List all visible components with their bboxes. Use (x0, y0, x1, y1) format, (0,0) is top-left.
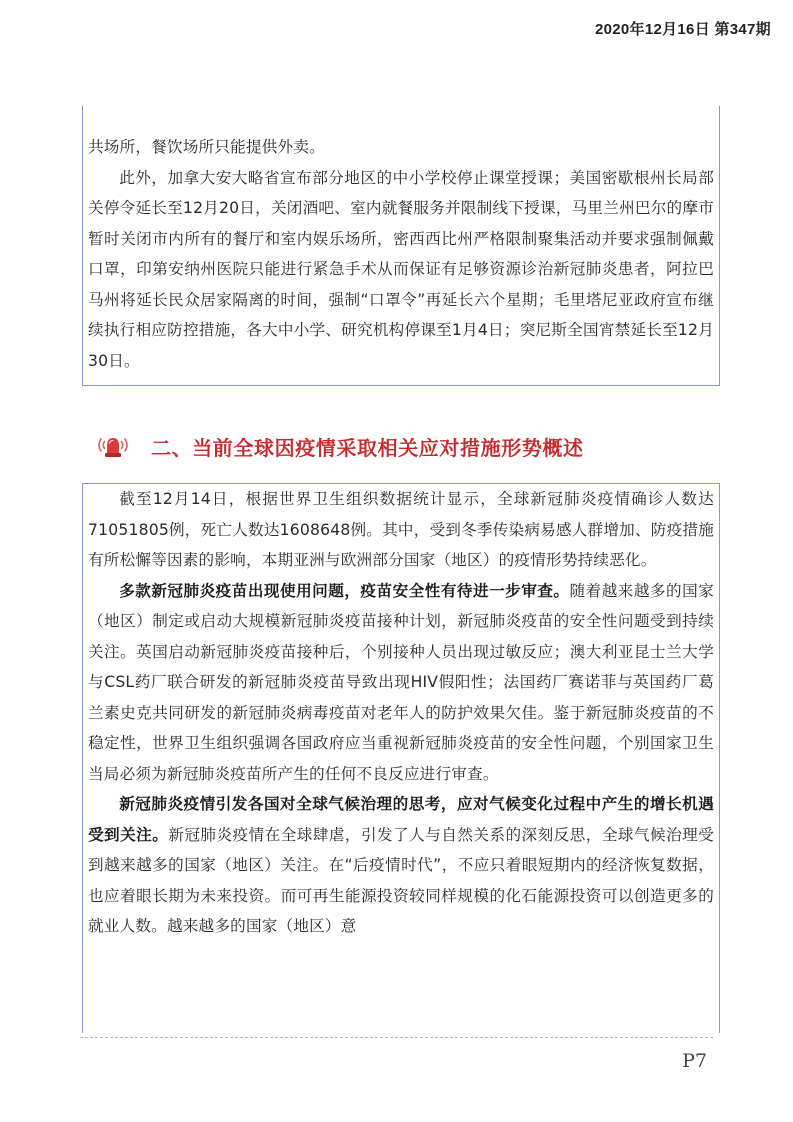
text-box-top (82, 106, 720, 386)
paragraph-body: 新冠肺炎疫情在全球肆虐，引发了人与自然关系的深刻反思，全球气候治理受到越来越多的国家（地区）关注。在“后疫情时代”，不应只着眼短期内的经济恢复数据，也应着眼长期为未来投资。而可再生能源投资较同样规模的化石能源投资可以创造更多的就业人数。越来越多的国家（地区）意 (88, 825, 714, 935)
text-box-top-content (88, 132, 714, 376)
text-box-bottom (82, 483, 720, 1033)
paragraph-lead: 新冠肺炎疫情引发各国对全球气候治理的思考，应对气候变化过程中产生的增长机遇受到关注。 (88, 795, 714, 844)
page-number: P7 (682, 1050, 707, 1072)
paragraph: 共场所，餐饮场所只能提供外卖。 (88, 138, 325, 156)
issue-date-header: 2020年12月16日 第347期 (594, 21, 771, 38)
alarm-bell-icon (95, 431, 131, 461)
footer-divider (80, 1037, 713, 1038)
paragraph-body: 随着越来越多的国家（地区）制定或启动大规模新冠肺炎疫苗接种计划，新冠肺炎疫苗的安全性问题受到持续关注。英国启动新冠肺炎疫苗接种后，个别接种人员出现过敏反应；澳大利亚昆士兰大学与CSL药厂联合研发的新冠肺炎疫苗导致出现HIV假阳性；法国药厂赛诺菲与英国药厂葛兰素史克共同研发的新冠肺炎病毒疫苗对老年人的防护效果欠佳。鉴于新冠肺炎疫苗的不稳定性，世界卫生组织强调各国政府应当重视新冠肺炎疫苗的安全性问题，个别国家卫生当局必须为新冠肺炎疫苗所产生的任何不良反应进行审查。 (88, 581, 714, 783)
paragraph-lead: 多款新冠肺炎疫苗出现使用问题，疫苗安全性有待进一步审查。 (119, 581, 570, 600)
section-heading (95, 430, 584, 462)
paragraph: 此外，加拿大安大略省宣布部分地区的中小学校停止课堂授课；美国密歇根州长局部关停令延长至12月20日，关闭酒吧、室内就餐服务并限制线下授课，马里兰州巴尔的摩市暂时关闭市内所有的餐厅和室内娱乐场所，密西西比州严格限制聚集活动并要求强制佩戴口罩，印第安纳州医院只能进行紧急手术从而保证有足够资源诊治新冠肺炎患者，阿拉巴马州将延长民众居家隔离的时间，强制“口罩令”再延长六个星期；毛里塔尼亚政府宣布继续执行相应防控措施，各大中小学、研究机构停课至1月4日；突尼斯全国宵禁延长至12月30日。 (88, 168, 714, 370)
paragraph (88, 576, 714, 790)
paragraph: 截至12月14日，根据世界卫生组织数据统计显示，全球新冠肺炎疫情确诊人数达71051805例，死亡人数达1608648例。其中，受到冬季传染病易感人群增加、防疫措施有所松懈等因素的影响，本期亚洲与欧洲部分国家（地区）的疫情形势持续恶化。 (88, 490, 714, 569)
text-box-bottom-content (88, 484, 714, 942)
section-title: 二、当前全球因疫情采取相关应对措施形势概述 (151, 435, 584, 460)
paragraph (88, 789, 714, 942)
